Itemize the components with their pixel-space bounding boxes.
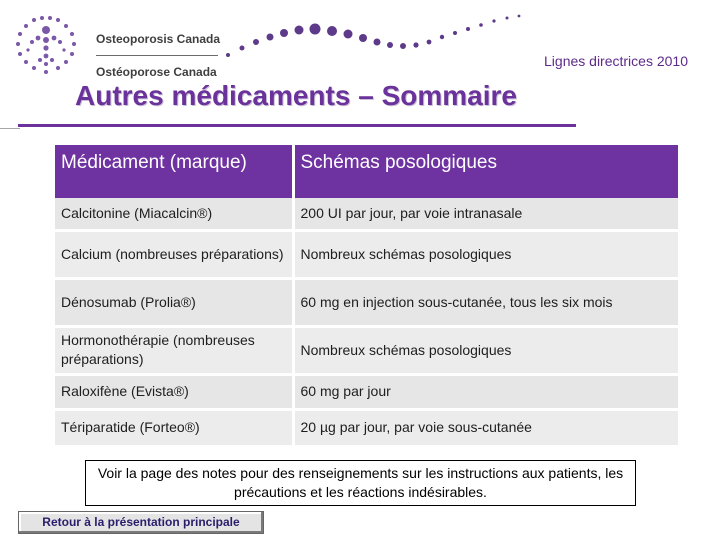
title-underline-accent xyxy=(0,128,20,129)
decorative-dot-trail-icon xyxy=(220,0,530,70)
table-header-row xyxy=(55,145,678,198)
dosage-cell: 60 mg par jour xyxy=(293,374,678,409)
table-row xyxy=(55,374,678,409)
dosage-cell: Nombreux schémas posologiques xyxy=(293,230,678,278)
dosage-cell: 60 mg en injection sous-cutanée, tous les six mois xyxy=(293,278,678,326)
table-row xyxy=(55,198,678,230)
dosage-cell: Nombreux schémas posologiques xyxy=(293,326,678,374)
header-dosage: Schémas posologiques xyxy=(293,145,678,198)
table-row xyxy=(55,409,678,445)
org-name-english: Osteoporosis Canada xyxy=(96,32,221,46)
notes-reference-box: Voir la page des notes pour des renseignements sur les instructions aux patients, les précautions et les réactions indésirables. xyxy=(85,460,636,506)
org-name-french: Ostéoporose Canada xyxy=(96,65,217,79)
medication-cell: Dénosumab (Prolia®) xyxy=(55,278,293,326)
header-medication: Médicament (marque) xyxy=(55,145,293,198)
medication-cell: Calcium (nombreuses préparations) xyxy=(55,230,293,278)
page-title: Autres médicaments – Sommaire xyxy=(75,80,517,111)
medication-summary-table xyxy=(55,145,678,445)
table-row xyxy=(55,230,678,278)
medication-cell: Raloxifène (Evista®) xyxy=(55,374,293,409)
dosage-cell: 200 UI par jour, par voie intranasale xyxy=(293,198,678,230)
back-to-main-button[interactable]: Retour à la présentation principale xyxy=(18,511,264,534)
medication-cell: Tériparatide (Forteo®) xyxy=(55,409,293,445)
osteoporosis-canada-logo xyxy=(8,12,238,82)
guidelines-label: Lignes directrices 2010 xyxy=(544,53,688,69)
table-row xyxy=(55,278,678,326)
medication-cell: Calcitonine (Miacalcin®) xyxy=(55,198,293,230)
title-underline xyxy=(18,124,576,127)
table-row xyxy=(55,326,678,374)
medication-cell: Hormonothérapie (nombreuses préparations) xyxy=(55,326,293,374)
dosage-cell: 20 µg par jour, par voie sous-cutanée xyxy=(293,409,678,445)
org-name-divider xyxy=(96,55,218,56)
